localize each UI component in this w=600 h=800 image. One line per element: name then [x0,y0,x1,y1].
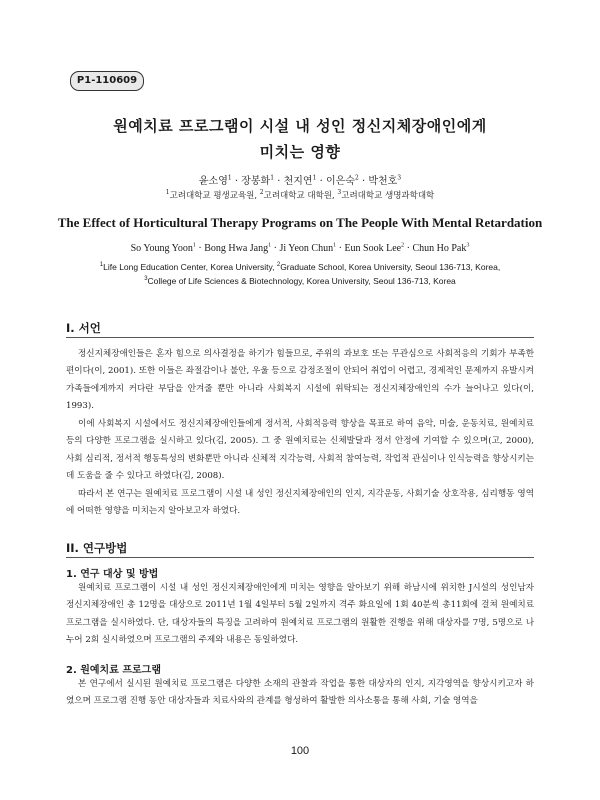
section-divider [66,557,534,558]
english-title: The Effect of Horticultural Therapy Programs on The People With Mental Retardation [57,215,543,230]
author-affil-mark: 1 [268,242,272,249]
author-affil-mark: 2 [401,242,405,249]
affiliation: 고려대학교 평생교육원, [169,191,260,201]
methods-paragraph-1: 원예치료 프로그램이 시설 내 성인 정신지체장애인에게 미치는 영향을 알아보기 위해 하남시에 위치한 J시설의 성인남자 정신지체장애인 총 12명을 대상으로 2011년 1월 4일부터 5월 2일까지 격주 화요일에 1회 40분씩 총11회에 걸쳐 원예치료 프로그램을 실시하였다. 단, 대상자들의 특징을 고려하여 원예치료 프로그램의 원활한 진행을 위해 대상자를 7명, 5명으로 나누어 2회 실시하였으며 프로그램의 주제와 내용은 동일하였다. [66,583,534,646]
author-name: 이은숙 [325,176,355,187]
affil-mark: 1 [165,189,170,197]
intro-paragraph-2: 이에 사회복지 시설에서도 정신지체장애인들에게 정서적, 사회적응력 향상을 목표로 하여 음악, 미술, 운동치료, 원예치료 등의 다양한 프로그램을 실시하고 있다(김, 2005). 그 중 원예치료는 신체발달과 정서 안정에 기여할 수 있으며(고, 2000), 사회 심리적, 정서적 행동특성의 변화뿐만 아니라 신체적 지각능력, 사회적 참여능력, 작업적 관심이나 인식능력을 향상시키는 데 도움을 줄 수 있다고 하였다(김, 2008). [66,419,534,482]
author-name: Chun Ho Pak [412,243,467,254]
subsection-heading-subjects: 1. 연구 대상 및 방법 [66,569,159,580]
page-number: 100 [290,745,310,757]
methods-paragraph-2: 본 연구에서 실시된 원예치료 프로그램은 다양한 소재의 관찰과 작업을 통한 대상자의 인지, 지각영역을 향상시키고자 하였으며 프로그램 진행 동안 대상자들과 치료사와의 관계를 형성하여 활발한 의사소통을 통해 사회, 기술 영역을 [66,679,534,707]
intro-paragraph-3: 따라서 본 연구는 원예치료 프로그램이 시설 내 성인 정신지체장애인의 인지, 지각운동, 사회기술 상호작용, 심리행동 영역에 어떠한 영향을 미치는지 알아보고자 하였다. [66,489,534,517]
author-affil-mark: 2 [354,174,359,182]
author-affil-mark: 3 [397,174,402,182]
section-heading-intro: I. 서언 [66,321,101,335]
author-affil-mark: 1 [333,242,337,249]
section-heading-methods: II. 연구방법 [66,541,128,555]
english-affiliations-line-1 [0,262,600,272]
english-author-list: So Young Yoon$^1$ · Bong Hwa Jang$^1$ · Ji Yeon Chun$^1$ · Eun Sook Lee$^2$ · Chun Ho Pak$^3$ [130,242,470,254]
affil-mark: 1 [99,262,104,269]
author-name: 윤소영 [198,176,228,187]
author-name: 장봉화 [241,176,271,187]
author-affil-mark: 3 [466,242,470,249]
english-affiliations-line-2 [0,276,600,286]
affiliation: Graduate School, Korea University, Seoul 136-713, Korea, [280,262,501,272]
affil-mark: 3 [144,276,148,283]
affiliation: 고려대학교 대학원, [263,191,338,201]
korean-title-line-2: 미치는 영향 [259,143,341,161]
section-divider [66,337,534,338]
author-name: 박천호 [368,176,398,187]
intro-paragraph-1: 정신지체장애인들은 혼자 힘으로 의사결정을 하기가 힘들므로, 주위의 과보호 또는 무관심으로 사회적응의 기회가 부족한 편이다(이, 2001). 또한 이들은 좌절감이나 불안, 우울 등으로 감정조절이 안되어 취업이 어렵고, 경제적인 문제까지 유발시켜 가족들에게까지 커다란 부담을 안겨줄 뿐만 아니라 사회복지 시설에 위탁되는 정신지체장애인의 수가 늘어나고 있다(이, 1993). [66,349,534,412]
author-affil-mark: 1 [312,174,317,182]
paper-code-badge: P1-110609 [70,71,144,91]
korean-title-line-1: 원예치료 프로그램이 시설 내 성인 정신지체장애인에게 [113,117,487,135]
author-name: So Young Yoon [130,243,193,254]
affil-mark: 2 [259,189,264,197]
affil-mark: 2 [276,262,281,269]
author-name: Ji Yeon Chun [279,243,334,254]
korean-affiliations [0,189,600,201]
affil-mark: 3 [337,189,342,197]
affiliation: Life Long Education Center, Korea University, [103,262,277,272]
author-affil-mark: 1 [270,174,275,182]
author-affil-mark: 1 [227,174,232,182]
affiliation: 고려대학교 생명과학대학 [341,191,435,201]
korean-author-list: 윤소영$^1$ · 장봉화$^1$ · 천지연$^1$ · 이은숙$^2$ · 박천호$^3$ [198,174,402,187]
affiliation: College of Life Sciences & Biotechnology, Korea University, Seoul 136-713, Korea [147,276,456,286]
author-name: Bong Hwa Jang [204,243,269,254]
author-affil-mark: 1 [192,242,196,249]
author-name: 천지연 [283,176,313,187]
author-name: Eun Sook Lee [344,243,402,254]
subsection-heading-program: 2. 원예치료 프로그램 [66,665,161,676]
